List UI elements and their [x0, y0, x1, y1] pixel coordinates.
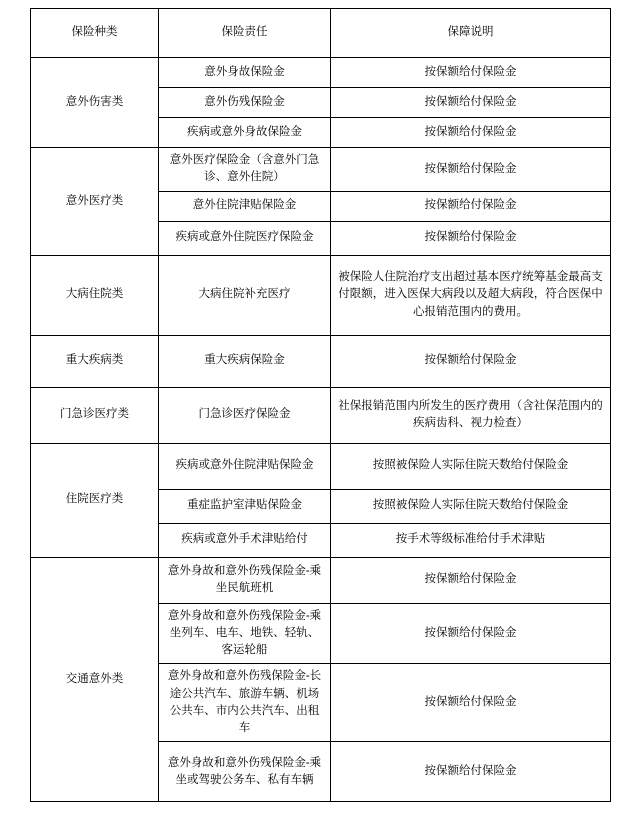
description-cell: 按照被保险人实际住院天数给付保险金 — [331, 443, 611, 489]
table-row — [31, 58, 611, 88]
table-row — [31, 335, 611, 387]
description-cell: 按保额给付保险金 — [331, 335, 611, 387]
liability-cell: 重大疾病保险金 — [159, 335, 331, 387]
description-cell: 按保额给付保险金 — [331, 664, 611, 742]
liability-cell: 意外身故和意外伤残保险金-乘坐列车、电车、地铁、轻轨、客运轮船 — [159, 603, 331, 664]
description-cell: 按保额给付保险金 — [331, 191, 611, 221]
description-cell: 按保额给付保险金 — [331, 58, 611, 88]
description-cell: 按保额给付保险金 — [331, 557, 611, 603]
description-cell: 被保险人住院治疗支出超过基本医疗统筹基金最高支付限额，进入医保大病段以及超大病段，符合医保中心报销范围内的费用。 — [331, 255, 611, 335]
description-cell: 按保额给付保险金 — [331, 221, 611, 255]
liability-cell: 意外身故和意外伤残保险金-乘坐或驾驶公务车、私有车辆 — [159, 742, 331, 802]
description-cell: 按保额给付保险金 — [331, 118, 611, 148]
liability-cell: 大病住院补充医疗 — [159, 255, 331, 335]
table-row — [31, 148, 611, 192]
description-cell: 按手术等级标准给付手术津贴 — [331, 523, 611, 557]
description-cell: 按保额给付保险金 — [331, 148, 611, 192]
liability-cell: 意外身故保险金 — [159, 58, 331, 88]
table-row — [31, 557, 611, 603]
description-cell: 按照被保险人实际住院天数给付保险金 — [331, 489, 611, 523]
table-header-row — [31, 9, 611, 58]
liability-cell: 疾病或意外手术津贴给付 — [159, 523, 331, 557]
liability-cell: 意外身故和意外伤残保险金-长途公共汽车、旅游车辆、机场公共车、市内公共汽车、出租车 — [159, 664, 331, 742]
table-row — [31, 255, 611, 335]
column-header-liability: 保险责任 — [159, 9, 331, 58]
liability-cell: 门急诊医疗保险金 — [159, 387, 331, 443]
category-cell: 意外伤害类 — [31, 58, 159, 148]
liability-cell: 重症监护室津贴保险金 — [159, 489, 331, 523]
liability-cell: 意外住院津贴保险金 — [159, 191, 331, 221]
liability-cell: 疾病或意外住院津贴保险金 — [159, 443, 331, 489]
description-cell: 按保额给付保险金 — [331, 88, 611, 118]
liability-cell: 意外医疗保险金（含意外门急诊、意外住院） — [159, 148, 331, 192]
column-header-category: 保险种类 — [31, 9, 159, 58]
category-cell: 意外医疗类 — [31, 148, 159, 256]
description-cell: 按保额给付保险金 — [331, 742, 611, 802]
liability-cell: 意外身故和意外伤残保险金-乘坐民航班机 — [159, 557, 331, 603]
table-row — [31, 443, 611, 489]
category-cell: 门急诊医疗类 — [31, 387, 159, 443]
table-row — [31, 387, 611, 443]
liability-cell: 意外伤残保险金 — [159, 88, 331, 118]
category-cell: 交通意外类 — [31, 557, 159, 802]
column-header-description: 保障说明 — [331, 9, 611, 58]
liability-cell: 疾病或意外住院医疗保险金 — [159, 221, 331, 255]
category-cell: 大病住院类 — [31, 255, 159, 335]
insurance-coverage-table — [30, 8, 611, 802]
category-cell: 重大疾病类 — [31, 335, 159, 387]
liability-cell: 疾病或意外身故保险金 — [159, 118, 331, 148]
description-cell: 社保报销范围内所发生的医疗费用（含社保范围内的疾病齿科、视力检查） — [331, 387, 611, 443]
description-cell: 按保额给付保险金 — [331, 603, 611, 664]
category-cell: 住院医疗类 — [31, 443, 159, 557]
